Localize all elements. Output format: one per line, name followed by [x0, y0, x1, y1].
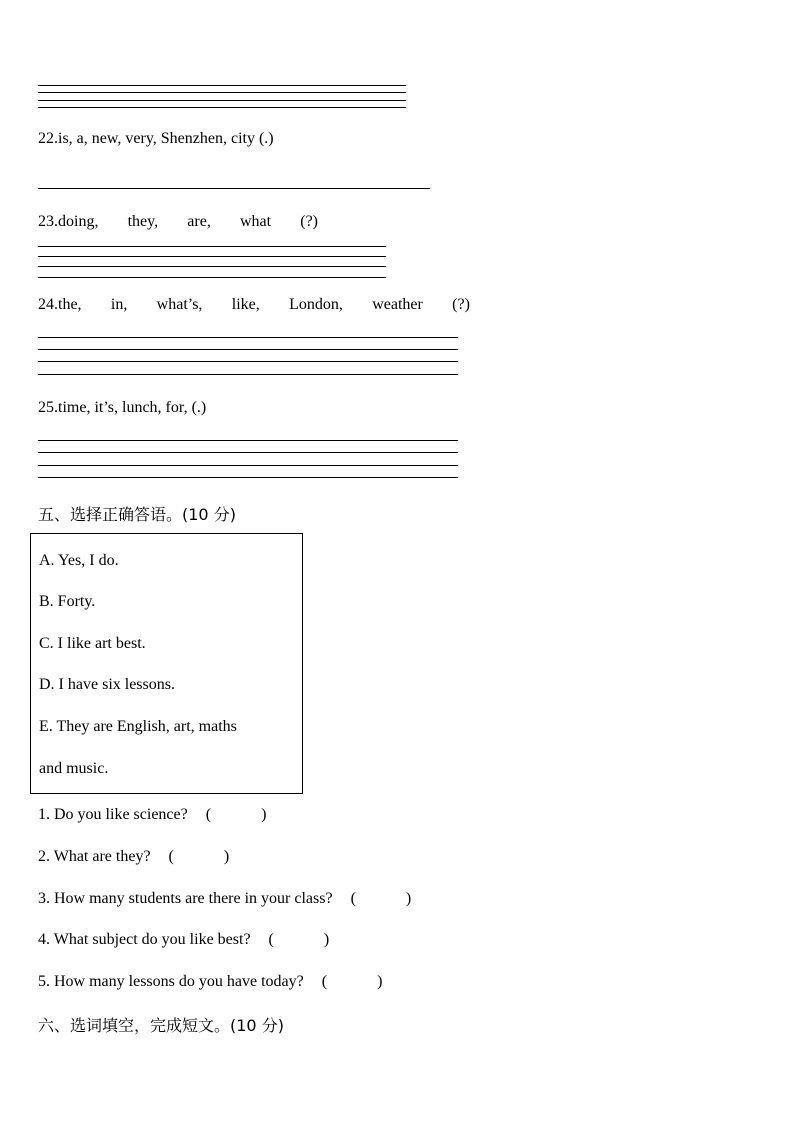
item-5-text: 5. How many lessons do you have today? — [38, 973, 304, 990]
answer-line — [38, 256, 386, 257]
item-1 — [38, 806, 266, 824]
word: in, — [110, 296, 128, 313]
word: 24.the, — [38, 296, 82, 313]
item-4-text: 4. What subject do you like best? — [38, 931, 251, 948]
item-2 — [38, 848, 229, 866]
answer-line — [38, 107, 406, 108]
word: London, — [289, 296, 343, 313]
item-3-text: 3. How many students are there in your class? — [38, 890, 333, 907]
answer-line-22[interactable] — [38, 188, 430, 189]
option-e-continued: and music. — [39, 760, 109, 777]
answer-line — [38, 100, 406, 101]
answer-line — [38, 349, 458, 350]
answer-line — [38, 361, 458, 362]
option-b: B. Forty. — [39, 593, 96, 610]
item-4 — [38, 931, 329, 949]
word: they, — [127, 213, 159, 230]
answer-line — [38, 277, 386, 278]
answer-line — [38, 85, 406, 86]
question-22: 22.is, a, new, very, Shenzhen, city (.) — [38, 130, 274, 147]
answer-line — [38, 266, 386, 267]
item-2-text: 2. What are they? — [38, 848, 151, 865]
answer-line — [38, 337, 458, 338]
answer-line — [38, 246, 386, 247]
word: 23.doing, — [38, 213, 99, 230]
option-a: A. Yes, I do. — [39, 552, 119, 569]
answer-blank[interactable]: ( ) — [205, 806, 267, 823]
answer-line — [38, 92, 406, 93]
word: (?) — [452, 296, 470, 313]
word: what — [239, 213, 272, 230]
item-1-text: 1. Do you like science? — [38, 806, 188, 823]
option-c: C. I like art best. — [39, 635, 146, 652]
option-e: E. They are English, art, maths — [39, 718, 237, 735]
answer-options-box — [30, 533, 303, 794]
word: what’s, — [156, 296, 203, 313]
answer-blank[interactable]: ( ) — [350, 890, 412, 907]
word: (?) — [300, 213, 318, 230]
question-24 — [38, 296, 470, 314]
section-6-heading: 六、选词填空，完成短文。(10 分) — [38, 1016, 284, 1035]
question-23 — [38, 213, 318, 231]
answer-line — [38, 440, 458, 441]
word: are, — [187, 213, 211, 230]
answer-blank[interactable]: ( ) — [268, 931, 330, 948]
word: weather — [372, 296, 423, 313]
answer-blank[interactable]: ( ) — [168, 848, 230, 865]
item-3 — [38, 890, 411, 908]
item-5 — [38, 973, 382, 991]
answer-line — [38, 452, 458, 453]
question-25: 25.time, it’s, lunch, for, (.) — [38, 399, 207, 416]
answer-line — [38, 465, 458, 466]
answer-line — [38, 477, 458, 478]
word: like, — [231, 296, 260, 313]
option-d: D. I have six lessons. — [39, 676, 175, 693]
section-5-heading: 五、选择正确答语。(10 分) — [38, 505, 236, 524]
answer-blank[interactable]: ( ) — [321, 973, 383, 990]
answer-line — [38, 374, 458, 375]
